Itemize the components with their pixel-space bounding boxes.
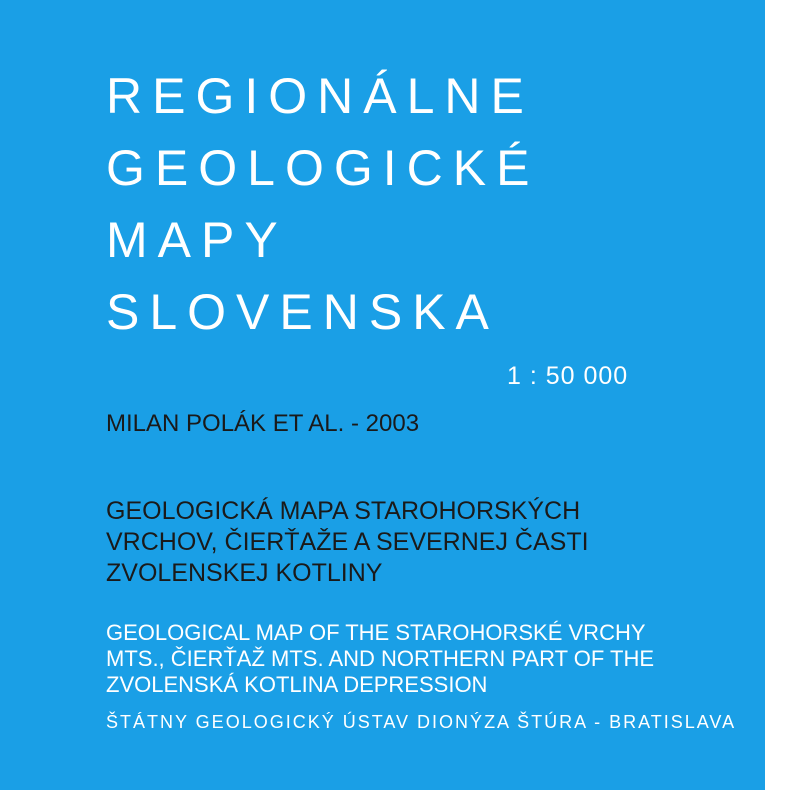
map-title-english-line: MTS., ČIERŤAŽ MTS. AND NORTHERN PART OF THE <box>106 646 655 671</box>
map-title-slovak <box>106 496 666 589</box>
map-title-english-line: GEOLOGICAL MAP OF THE STAROHORSKÉ VRCHY <box>106 620 646 645</box>
map-title-english-line: ZVOLENSKÁ KOTLINA DEPRESSION <box>106 672 488 697</box>
publisher: ŠTÁTNY GEOLOGICKÝ ÚSTAV DIONÝZA ŠTÚRA - BRATISLAVA <box>106 712 737 732</box>
series-title <box>106 60 666 348</box>
map-title-slovak-line: GEOLOGICKÁ MAPA STAROHORSKÝCH <box>106 497 581 525</box>
map-scale: 1 : 50 000 <box>507 362 629 390</box>
page-margin-bottom <box>0 790 800 800</box>
authors-and-year: MILAN POLÁK ET AL. - 2003 <box>106 410 420 437</box>
series-title-line: GEOLOGICKÉ <box>106 140 540 196</box>
series-title-line: REGIONÁLNE <box>106 68 534 124</box>
page-margin-right <box>765 0 800 800</box>
map-title-slovak-line: VRCHOV, ČIERŤAŽE A SEVERNEJ ČASTI <box>106 528 589 556</box>
map-title-english <box>106 620 666 698</box>
map-title-slovak-line: ZVOLENSKEJ KOTLINY <box>106 559 383 587</box>
series-title-line: MAPY <box>106 212 288 268</box>
series-title-line: SLOVENSKA <box>106 284 499 340</box>
